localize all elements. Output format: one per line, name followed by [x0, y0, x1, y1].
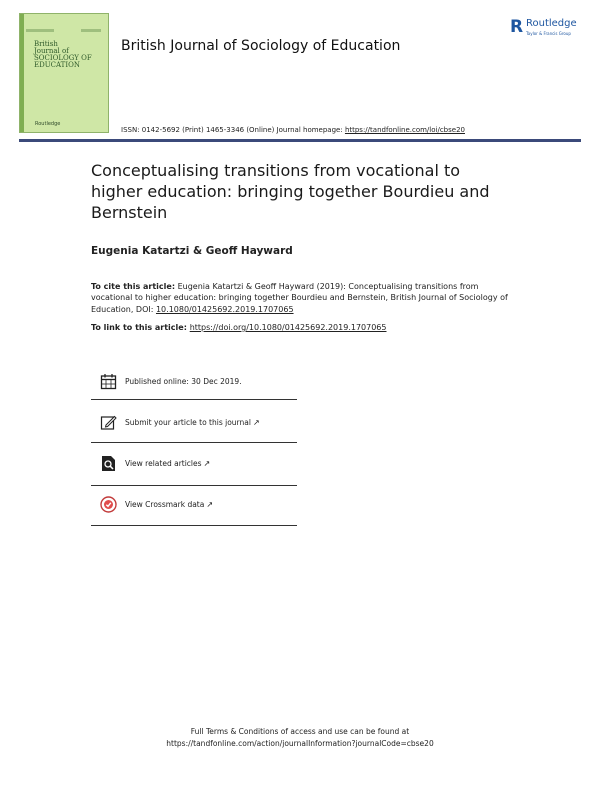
article-title: Conceptualising transitions from vocational to higher education: bringing together Bourdieu and Bernstein	[91, 161, 490, 222]
article-authors: Eugenia Katartzi & Geoff Hayward	[91, 245, 293, 257]
doi-link[interactable]: 10.1080/01425692.2019.1707065	[155, 304, 294, 314]
journal-homepage-link[interactable]: https://tandfonline.com/loi/cbse20	[344, 126, 465, 134]
routledge-name: Routledge	[526, 18, 577, 29]
routledge-subtitle: Taylor & Francis Group	[526, 31, 571, 36]
cover-publisher: Routledge	[35, 121, 61, 127]
header-divider	[19, 139, 581, 142]
submit-article-row[interactable]	[100, 412, 300, 432]
submit-article-link[interactable]: Submit your article to this journal	[125, 417, 251, 427]
related-articles-icon	[100, 455, 117, 472]
issn-line: ISSN: 0142-5692 (Print) 1465-3346 (Online) Journal homepage: https://tandfonline.com/loi/cbse20	[121, 126, 465, 134]
citation-text: Eugenia Katartzi & Geoff Hayward (2019): Conceptualising transitions from vocational to higher education: bringing together Bourdieu and Bernstein, British Journal of Sociology of Education, DOI:	[91, 282, 508, 314]
divider	[91, 442, 297, 443]
cover-spine	[20, 14, 24, 132]
related-articles-link[interactable]: View related articles	[125, 458, 202, 468]
citation-label: To cite this article:	[91, 282, 176, 291]
footer-terms-text: Full Terms & Conditions of access and use can be found at	[190, 727, 410, 736]
divider	[91, 485, 297, 486]
cover-strip	[26, 17, 102, 23]
divider	[91, 399, 297, 400]
link-label: To link to this article:	[91, 323, 190, 332]
external-link-icon: ↗	[203, 458, 211, 468]
footer-terms-url[interactable]: https://tandfonline.com/action/journalInformation?journalCode=cbse20	[166, 738, 434, 748]
published-date: Published online: 30 Dec 2019.	[125, 376, 242, 386]
related-articles-row[interactable]	[100, 453, 300, 473]
crossmark-icon	[100, 496, 117, 513]
article-url-link[interactable]: https://doi.org/10.1080/01425692.2019.1707065	[189, 323, 387, 332]
divider	[91, 525, 297, 526]
published-row	[100, 371, 300, 391]
journal-cover	[19, 13, 109, 133]
edit-icon	[100, 414, 117, 431]
crossmark-row[interactable]	[100, 494, 300, 514]
routledge-logo	[510, 17, 588, 45]
citation-block	[91, 281, 511, 315]
footer	[0, 726, 600, 749]
cover-journal-title: British Journal of SOCIOLOGY OF EDUCATION	[34, 40, 92, 69]
crossmark-link[interactable]: View Crossmark data	[125, 499, 205, 509]
journal-title: British Journal of Sociology of Education	[121, 38, 401, 54]
calendar-icon	[100, 373, 117, 390]
crossmark-external-icon: ↗	[206, 499, 214, 509]
external-link-icon: ↗	[252, 417, 260, 427]
routledge-icon: R	[510, 17, 524, 37]
article-link-line	[91, 323, 387, 332]
